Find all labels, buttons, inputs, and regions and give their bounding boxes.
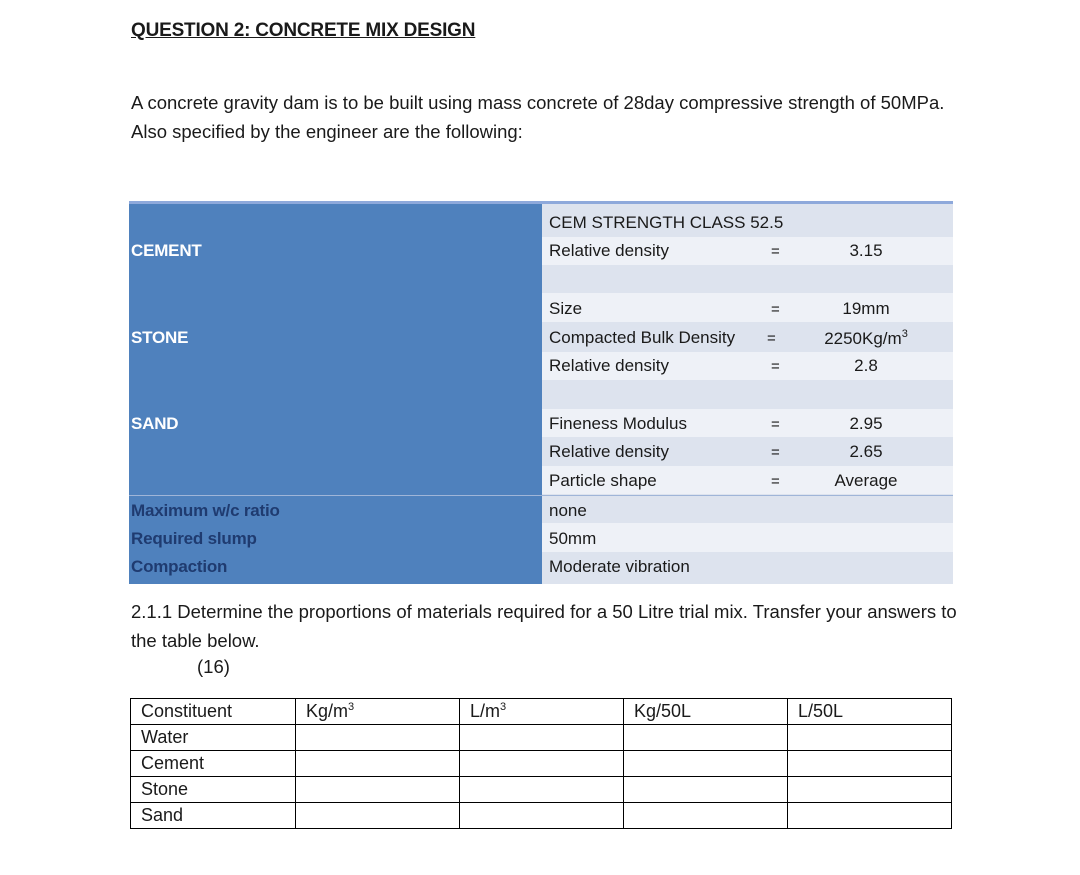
answer-cell[interactable] [460,751,624,777]
compaction-value: Moderate vibration [549,557,690,576]
stone-size-name: Size [549,299,583,318]
header-l-m3: $L/m^3$ [460,699,624,725]
answer-cell[interactable] [296,803,460,829]
marks: (16) [197,656,230,677]
answer-cell[interactable] [296,777,460,803]
row-label-water: Water [131,725,296,751]
sand-rd-eq: = [771,444,780,461]
sand-shape-value: Average [834,471,898,490]
answer-table [130,698,952,829]
sand-label: SAND [131,414,179,433]
table-row [131,725,952,751]
question-text: 2.1.1 Determine the proportions of materials required for a 50 Litre trial mix. Transfer your answers to the table below. [131,601,957,651]
specification-table [129,201,953,584]
answer-cell[interactable] [460,803,624,829]
spec-label-column [129,204,542,584]
answer-cell[interactable] [624,725,788,751]
answer-cell[interactable] [624,751,788,777]
table-header-row [131,699,952,725]
slump-value: 50mm [549,529,597,548]
row-label-stone: Stone [131,777,296,803]
question-title: QUESTION 2: CONCRETE MIX DESIGN [131,20,476,41]
answer-cell[interactable] [788,725,952,751]
stone-rd-eq: = [771,358,780,375]
divider [129,495,953,496]
row-label-sand: Sand [131,803,296,829]
table-row [131,803,952,829]
wc-ratio-value: none [549,501,587,520]
sand-fm-eq: = [771,416,780,433]
stone-density-eq: = [767,330,776,347]
answer-cell[interactable] [296,725,460,751]
answer-cell[interactable] [788,777,952,803]
answer-cell[interactable] [624,777,788,803]
cement-label: CEMENT [131,241,202,260]
table-row [131,777,952,803]
sand-rd-name: Relative density [549,442,670,461]
header-kg-m3: $Kg/m^3$ [296,699,460,725]
band-slump [542,523,953,552]
sand-fm-value: 2.95 [849,414,883,433]
slump-label: Required slump [131,529,257,548]
stone-size-value: 19mm [842,299,890,318]
stone-rd-value: 2.8 [854,356,878,375]
header-kg-50l: Kg/50L [624,699,788,725]
wc-ratio-label: Maximum w/c ratio [131,501,280,520]
stone-density-name: Compacted Bulk Density [549,328,736,347]
compaction-label: Compaction [131,557,228,576]
row-label-cement: Cement [131,751,296,777]
stone-size-eq: = [771,301,780,318]
answer-cell[interactable] [460,777,624,803]
cement-rd-name: Relative density [549,241,670,260]
answer-cell[interactable] [460,725,624,751]
cement-rd-eq: = [771,243,780,260]
answer-cell[interactable] [788,751,952,777]
cement-class: CEM STRENGTH CLASS 52.5 [549,213,784,232]
stone-density-value: $2250Kg/m^3$ [824,328,908,348]
sand-shape-name: Particle shape [549,471,657,490]
intro-paragraph: A concrete gravity dam is to be built using mass concrete of 28day compressive strength of 50MPa. Also specified by the engineer are the following: [131,92,945,142]
answer-cell[interactable] [788,803,952,829]
answer-cell[interactable] [296,751,460,777]
sand-shape-eq: = [771,473,780,490]
stone-label: STONE [131,328,189,347]
sand-rd-value: 2.65 [849,442,883,461]
table-row [131,751,952,777]
header-l-50l: L/50L [788,699,952,725]
answer-cell[interactable] [624,803,788,829]
cement-rd-value: 3.15 [849,241,883,260]
header-constituent: Constituent [131,699,296,725]
stone-rd-name: Relative density [549,356,670,375]
sand-fm-name: Fineness Modulus [549,414,687,433]
